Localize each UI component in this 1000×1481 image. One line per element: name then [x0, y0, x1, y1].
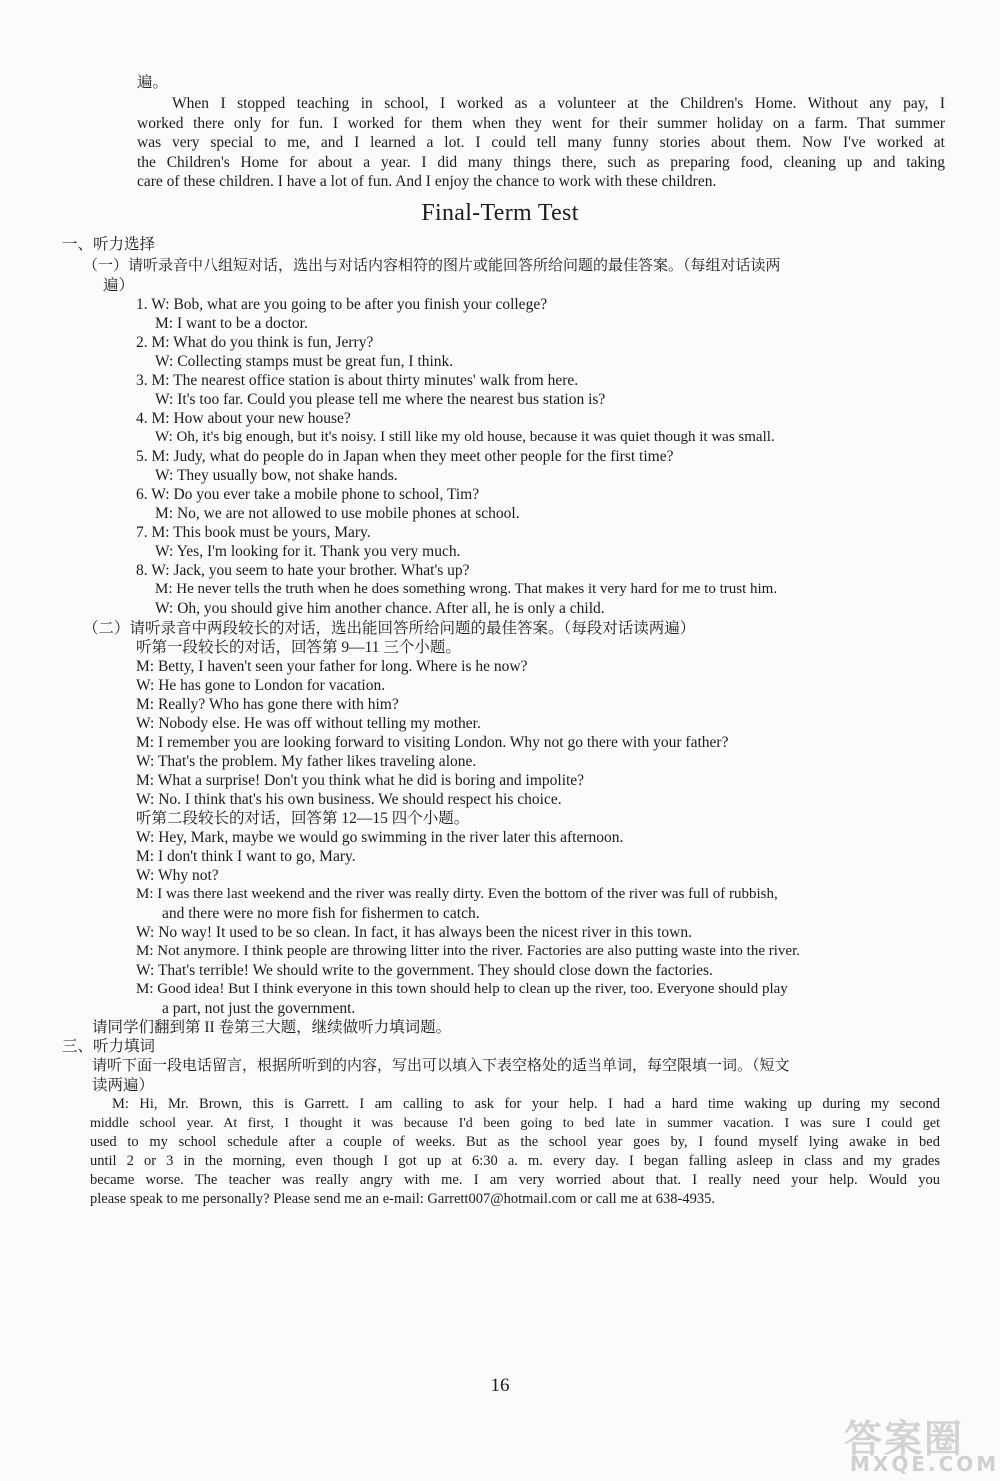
message-line: middle school year. At first, I thought it was because I'd been going to bed late in summer vacation. I was sure I could get	[90, 1116, 940, 1131]
dialogue-line: M: Really? Who has gone there with him?	[136, 696, 399, 713]
dialogue-line: M: I remember you are looking forward to visiting London. Why not go there with your father?	[136, 734, 729, 751]
dialogue-line: 1. W: Bob, what are you going to be after you finish your college?	[136, 296, 548, 313]
subsection-heading: 听第二段较长的对话，回答第 12—15 四个小题。	[136, 810, 470, 827]
closing-note: 请同学们翻到第 II 卷第三大题，继续做听力填词题。	[92, 1019, 452, 1036]
section-instruction: 读两遍）	[92, 1077, 155, 1094]
watermark-text: 答案圈	[844, 1417, 965, 1461]
page-number: 16	[490, 1375, 510, 1396]
dialogue-line: M: Betty, I haven't seen your father for long. Where is he now?	[136, 658, 528, 675]
watermark-url: MXQE.COM	[850, 1452, 1000, 1476]
dialogue-line: 6. W: Do you ever take a mobile phone to school, Tim?	[136, 486, 480, 503]
dialogue-line: 2. M: What do you think is fun, Jerry?	[136, 334, 374, 351]
section-instruction: 请听下面一段电话留言，根据所听到的内容，写出可以填入下表空格处的适当单词，每空限填一词。（短文	[92, 1058, 790, 1074]
intro-line: care of these children. I have a lot of fun. And I enjoy the chance to work with these children.	[137, 173, 717, 190]
dialogue-line: 4. M: How about your new house?	[136, 410, 351, 427]
intro-line: was very special to me, and I learned a lot. I could tell many funny stories about them. Now I've worked at	[137, 134, 945, 151]
section-instruction: （一）请听录音中八组短对话，选出与对话内容相符的图片或能回答所给问题的最佳答案。（每组对话读两	[83, 258, 781, 274]
dialogue-line: M: I want to be a doctor.	[155, 315, 308, 332]
dialogue-line: and there were no more fish for fishermen to catch.	[162, 905, 480, 922]
dialogue-line: W: Oh, you should give him another chance. After all, he is only a child.	[155, 600, 605, 617]
dialogue-line: W: No way! It used to be so clean. In fact, it has always been the nicest river in this town.	[136, 924, 692, 941]
dialogue-line: W: He has gone to London for vacation.	[136, 677, 386, 694]
dialogue-line: M: Not anymore. I think people are throwing litter into the river. Factories are also putting waste into the river.	[136, 943, 800, 959]
dialogue-line: M: I was there last weekend and the river was really dirty. Even the bottom of the river was full of rubbish,	[136, 886, 778, 902]
dialogue-line: W: Why not?	[136, 867, 219, 884]
dialogue-line: 3. M: The nearest office station is about thirty minutes' walk from here.	[136, 372, 579, 389]
section-instruction: （二）请听录音中两段较长的对话，选出能回答所给问题的最佳答案。（每段对话读两遍）	[83, 620, 696, 637]
dialogue-line: W: Nobody else. He was off without telling my mother.	[136, 715, 481, 732]
message-line: M: Hi, Mr. Brown, this is Garrett. I am calling to ask for your help. I had a hard time waking up during my second	[112, 1096, 940, 1112]
watermark-logo	[838, 1408, 1000, 1476]
intro-line: the Children's Home for about a year. I did many things there, such as preparing food, cleaning up and taking	[137, 154, 945, 171]
dialogue-line: M: What a surprise! Don't you think what he did is boring and impolite?	[136, 772, 585, 789]
dialogue-line: M: Good idea! But I think everyone in this town should help to clean up the river, too. Everyone should play	[136, 981, 788, 997]
page-title: Final-Term Test	[421, 200, 579, 226]
dialogue-line: W: It's too far. Could you please tell me where the nearest bus station is?	[155, 391, 606, 408]
message-line: became worse. The teacher was really angry with me. I am very worried about that. I really need your help. Would you	[90, 1172, 940, 1188]
intro-line: worked there only for fun. I worked for them when they went for their summer holiday on a farm. That summer	[137, 115, 945, 132]
dialogue-line: W: They usually bow, not shake hands.	[155, 467, 398, 484]
dialogue-line: W: Oh, it's big enough, but it's noisy. I still like my old house, because it was quiet though it was small.	[155, 429, 775, 445]
section-instruction: 遍）	[103, 277, 135, 294]
dialogue-line: W: Collecting stamps must be great fun, I think.	[155, 353, 454, 370]
message-line: until 2 or 3 in the morning, even though I got up at 6:30 a. m. every day. I began falling asleep in class and my grades	[90, 1153, 940, 1169]
message-line: please speak to me personally? Please send me an e-mail: Garrett007@hotmail.com or call me at 638-4935.	[90, 1191, 715, 1207]
dialogue-line: 7. M: This book must be yours, Mary.	[136, 524, 371, 541]
dialogue-line: W: That's the problem. My father likes traveling alone.	[136, 753, 477, 770]
intro-fragment: 遍。	[137, 74, 169, 91]
dialogue-line: M: No, we are not allowed to use mobile phones at school.	[155, 505, 520, 522]
intro-line: When I stopped teaching in school, I worked as a volunteer at the Children's Home. Without any pay, I	[172, 95, 945, 112]
section-heading: 一、听力选择	[62, 236, 156, 253]
dialogue-line: W: Yes, I'm looking for it. Thank you very much.	[155, 543, 461, 560]
dialogue-line: M: I don't think I want to go, Mary.	[136, 848, 356, 865]
dialogue-line: a part, not just the government.	[162, 1000, 356, 1017]
dialogue-line: W: That's terrible! We should write to the government. They should close down the factories.	[136, 962, 713, 979]
section-heading: 三、听力填词	[62, 1038, 156, 1055]
dialogue-line: 5. M: Judy, what do people do in Japan when they meet other people for the first time?	[136, 448, 674, 465]
subsection-heading: 听第一段较长的对话，回答第 9—11 三个小题。	[136, 639, 461, 656]
dialogue-line: 8. W: Jack, you seem to hate your brother. What's up?	[136, 562, 470, 579]
dialogue-line: W: Hey, Mark, maybe we would go swimming in the river later this afternoon.	[136, 829, 624, 846]
dialogue-line: M: He never tells the truth when he does something wrong. That makes it very hard for me to trust him.	[155, 581, 778, 597]
dialogue-line: W: No. I think that's his own business. We should respect his choice.	[136, 791, 562, 808]
message-line: used to my school schedule after a couple of weeks. But as the school year goes by, I found myself lying awake in bed	[90, 1134, 940, 1150]
